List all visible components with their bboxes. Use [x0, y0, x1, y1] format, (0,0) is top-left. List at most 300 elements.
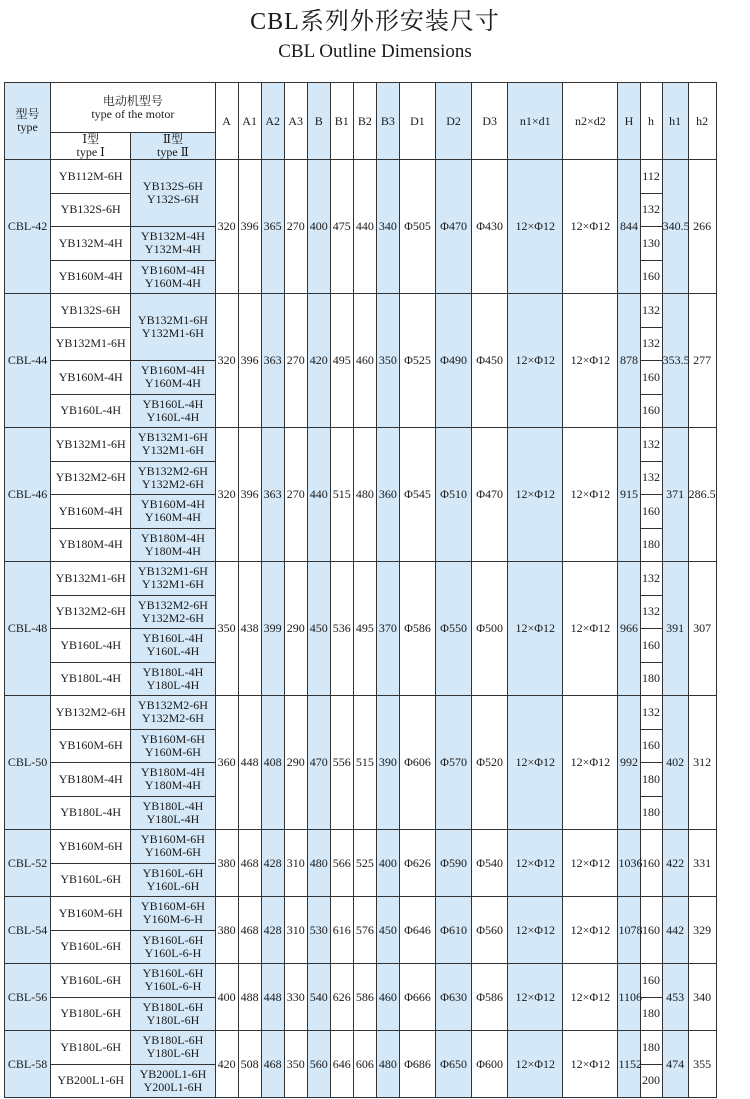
value-d1: Φ545 [399, 428, 435, 562]
motor-type-1-cell: YB200L1-6H [51, 1064, 131, 1098]
motor-type-1-cell: YB132M1-6H [51, 428, 131, 462]
value-b3: 350 [376, 294, 399, 428]
value-a: 350 [215, 562, 238, 696]
model-cell: CBL-46 [5, 428, 51, 562]
motor-type-1-cell: YB132M2-6H [51, 461, 131, 495]
outline-dimensions-table [4, 82, 748, 1098]
value-a2: 363 [261, 428, 284, 562]
value-h: 180 [640, 796, 662, 830]
motor-type-1-cell: YB180L-4H [51, 662, 131, 696]
motor-type-2-yb: YB132M1-6H [137, 564, 208, 579]
motor-type-2-y: Y160M-4H [144, 275, 201, 290]
motor-type-1-cell: YB132M2-6H [51, 696, 131, 730]
motor-type-2-cell [131, 729, 215, 763]
motor-type-2-y: Y160L-6-H [144, 979, 202, 994]
value-h1: 422 [662, 830, 688, 897]
value-a1: 468 [238, 830, 261, 897]
value-b2: 525 [353, 830, 376, 897]
motor-type-2-cell [131, 495, 215, 529]
value-n2d2: 12×Φ12 [563, 294, 618, 428]
header-col-h: H [618, 83, 640, 160]
value-b1: 566 [330, 830, 353, 897]
motor-type-1-cell: YB160L-6H [51, 964, 131, 998]
motor-type-1-cell: YB180M-4H [51, 763, 131, 797]
motor-type-2-yb: YB132M2-6H [137, 698, 208, 713]
value-b1: 536 [330, 562, 353, 696]
header-type [5, 83, 51, 160]
value-a1: 468 [238, 897, 261, 964]
motor-type-2-cell [131, 629, 215, 663]
value-n1d1: 12×Φ12 [508, 964, 563, 1031]
value-h: 132 [640, 193, 662, 227]
motor-type-2-cell [131, 662, 215, 696]
value-d2: Φ610 [436, 897, 472, 964]
motor-type-2-y: Y132S-6H [146, 192, 199, 206]
value-a3: 310 [284, 830, 307, 897]
value-b: 440 [307, 428, 330, 562]
value-a: 420 [215, 1031, 238, 1098]
motor-type-2-y: Y160M-6-H [142, 912, 203, 927]
value-n1d1: 12×Φ12 [508, 562, 563, 696]
value-d1: Φ686 [399, 1031, 435, 1098]
value-d3: Φ430 [472, 160, 508, 294]
header-motor-cn: 电动机型号 [102, 93, 163, 108]
motor-type-1-cell: YB180L-4H [51, 796, 131, 830]
value-n1d1: 12×Φ12 [508, 160, 563, 294]
motor-type-2-cell [131, 930, 215, 964]
header-col-b: B [307, 83, 330, 160]
value-d2: Φ550 [436, 562, 472, 696]
value-n1d1: 12×Φ12 [508, 897, 563, 964]
value-h: 966 [618, 562, 640, 696]
motor-type-2-cell [131, 964, 215, 998]
value-b2: 495 [353, 562, 376, 696]
model-cell: CBL-58 [5, 1031, 51, 1098]
motor-type-2-yb: YB180L-4H [142, 798, 204, 813]
value-d3: Φ600 [472, 1031, 508, 1098]
value-b3: 370 [376, 562, 399, 696]
motor-type-2-cell [131, 897, 215, 931]
value-a3: 270 [284, 160, 307, 294]
header-col-a1: A1 [238, 83, 261, 160]
motor-type-2-yb: YB160L-4H [142, 631, 204, 646]
motor-type-2-cell [131, 595, 215, 629]
header-type-2-en: type Ⅱ [157, 145, 189, 159]
motor-type-2-yb: YB180L-6H [142, 1033, 204, 1048]
value-h1: 371 [662, 428, 688, 562]
value-d2: Φ510 [436, 428, 472, 562]
motor-type-2-cell [131, 227, 215, 261]
motor-type-2-yb: YB160L-4H [142, 396, 204, 411]
value-b1: 475 [330, 160, 353, 294]
motor-type-1-cell: YB112M-6H [51, 160, 131, 194]
motor-type-1-cell: YB160M-6H [51, 830, 131, 864]
motor-type-2-yb: YB132M1-6H [137, 313, 208, 327]
table-row [5, 964, 748, 998]
value-b: 470 [307, 696, 330, 830]
value-a2: 365 [261, 160, 284, 294]
header-col-b1: B1 [330, 83, 353, 160]
value-a3: 270 [284, 294, 307, 428]
value-a2: 468 [261, 1031, 284, 1098]
value-a: 380 [215, 897, 238, 964]
value-h: 200 [640, 1064, 662, 1098]
value-b1: 646 [330, 1031, 353, 1098]
motor-type-2-yb: YB180M-4H [140, 765, 205, 780]
motor-type-2-cell [131, 428, 215, 462]
value-a1: 508 [238, 1031, 261, 1098]
motor-type-2-cell [131, 830, 215, 864]
value-b3: 360 [376, 428, 399, 562]
value-h: 180 [640, 763, 662, 797]
header-col-h1: h1 [662, 83, 688, 160]
motor-type-2-yb: YB132M2-6H [137, 463, 208, 478]
value-h: 160 [640, 629, 662, 663]
value-h: 132 [640, 696, 662, 730]
value-d3: Φ586 [472, 964, 508, 1031]
value-a3: 310 [284, 897, 307, 964]
value-a2: 399 [261, 562, 284, 696]
value-h: 160 [640, 830, 662, 897]
value-h2: 312 [688, 696, 716, 830]
value-a2: 408 [261, 696, 284, 830]
value-b3: 480 [376, 1031, 399, 1098]
motor-type-2-cell [131, 997, 215, 1031]
motor-type-2-y: Y160M-6H [144, 744, 201, 759]
value-b3: 340 [376, 160, 399, 294]
value-h: 160 [640, 260, 662, 294]
value-a2: 448 [261, 964, 284, 1031]
value-b1: 556 [330, 696, 353, 830]
motor-type-2-y: Y180L-6H [146, 1046, 200, 1061]
motor-type-2-yb: YB160L-6H [142, 932, 204, 947]
value-n2d2: 12×Φ12 [563, 830, 618, 897]
value-b3: 390 [376, 696, 399, 830]
motor-type-2-cell [131, 394, 215, 428]
motor-type-2-y: Y180L-4H [146, 677, 200, 692]
motor-type-1-cell: YB132M2-6H [51, 595, 131, 629]
value-h1: 474 [662, 1031, 688, 1098]
value-h: 992 [618, 696, 640, 830]
header-col-d1: D1 [399, 83, 435, 160]
motor-type-2-cell [131, 260, 215, 294]
value-d1: Φ606 [399, 696, 435, 830]
value-h: 132 [640, 294, 662, 328]
value-n2d2: 12×Φ12 [563, 428, 618, 562]
value-h2: 340 [688, 964, 716, 1031]
header-col-b2: B2 [353, 83, 376, 160]
table-row [5, 897, 748, 931]
motor-type-2-cell [131, 361, 215, 395]
value-a: 400 [215, 964, 238, 1031]
motor-type-2-yb: YB160M-6H [140, 731, 205, 746]
value-n2d2: 12×Φ12 [563, 964, 618, 1031]
motor-type-2-y: Y160L-4H [146, 644, 200, 659]
value-d1: Φ525 [399, 294, 435, 428]
header-type-2-cn: Ⅱ型 [162, 132, 184, 146]
value-a: 320 [215, 294, 238, 428]
motor-type-2-cell [131, 562, 215, 596]
value-d2: Φ570 [436, 696, 472, 830]
value-h: 132 [640, 327, 662, 361]
value-b: 480 [307, 830, 330, 897]
value-a1: 438 [238, 562, 261, 696]
motor-type-1-cell: YB180L-6H [51, 997, 131, 1031]
motor-type-1-cell: YB160M-4H [51, 495, 131, 529]
value-h2: 266 [688, 160, 716, 294]
motor-type-2-cell [131, 461, 215, 495]
value-d1: Φ646 [399, 897, 435, 964]
table-row [5, 160, 748, 194]
value-n2d2: 12×Φ12 [563, 897, 618, 964]
motor-type-2-y: Y132M1-6H [141, 577, 204, 592]
header-col-h: h [640, 83, 662, 160]
value-h1: 353.5 [662, 294, 688, 428]
motor-type-2-cell [131, 763, 215, 797]
header-col-n2-d2: n2×d2 [563, 83, 618, 160]
value-h: 1078 [618, 897, 640, 964]
value-h: 132 [640, 595, 662, 629]
value-d1: Φ666 [399, 964, 435, 1031]
motor-type-2-y: Y132M2-6H [141, 610, 204, 625]
motor-type-2-y: Y180L-6H [146, 1012, 200, 1027]
value-n2d2: 12×Φ12 [563, 1031, 618, 1098]
motor-type-2-y: Y160L-6H [146, 878, 200, 893]
motor-type-2-cell [131, 1064, 215, 1098]
value-h: 160 [640, 729, 662, 763]
motor-type-2-cell [131, 160, 215, 227]
header-type-1 [51, 133, 131, 160]
motor-type-2-yb: YB180M-4H [140, 530, 205, 545]
value-b2: 606 [353, 1031, 376, 1098]
motor-type-1-cell: YB160L-4H [51, 394, 131, 428]
motor-type-1-cell: YB160M-6H [51, 729, 131, 763]
value-d1: Φ586 [399, 562, 435, 696]
motor-type-2-y: Y160L-4H [146, 409, 200, 424]
motor-type-2-cell [131, 696, 215, 730]
motor-type-2-y: Y160M-6H [144, 845, 201, 860]
value-a1: 448 [238, 696, 261, 830]
motor-type-1-cell: YB132M1-6H [51, 327, 131, 361]
value-d1: Φ505 [399, 160, 435, 294]
motor-type-1-cell: YB160L-4H [51, 629, 131, 663]
value-h2: 329 [688, 897, 716, 964]
motor-type-2-cell [131, 796, 215, 830]
motor-type-2-yb: YB160M-4H [140, 497, 205, 512]
header-col-d3: D3 [472, 83, 508, 160]
value-d1: Φ626 [399, 830, 435, 897]
value-h2: 286.5 [688, 428, 716, 562]
header-col-a3: A3 [284, 83, 307, 160]
value-b2: 440 [353, 160, 376, 294]
value-h2: 277 [688, 294, 716, 428]
table-row [5, 562, 748, 596]
model-cell: CBL-50 [5, 696, 51, 830]
value-b: 400 [307, 160, 330, 294]
value-h: 1036 [618, 830, 640, 897]
motor-type-2-y: Y132M2-6H [141, 711, 204, 726]
value-a1: 396 [238, 428, 261, 562]
motor-type-2-yb: YB160M-6H [140, 832, 205, 847]
motor-type-1-cell: YB160M-4H [51, 260, 131, 294]
value-a2: 428 [261, 830, 284, 897]
value-d3: Φ560 [472, 897, 508, 964]
value-a1: 488 [238, 964, 261, 1031]
motor-type-1-cell: YB160M-4H [51, 361, 131, 395]
value-d2: Φ490 [436, 294, 472, 428]
value-b: 540 [307, 964, 330, 1031]
motor-type-2-cell [131, 528, 215, 562]
value-b1: 626 [330, 964, 353, 1031]
header-motor-en: type of the motor [91, 106, 175, 121]
value-h: 132 [640, 428, 662, 462]
table-row [5, 830, 748, 864]
motor-type-1-cell: YB180L-6H [51, 1031, 131, 1065]
value-b2: 480 [353, 428, 376, 562]
value-h1: 442 [662, 897, 688, 964]
value-h: 160 [640, 495, 662, 529]
value-h: 132 [640, 461, 662, 495]
value-b: 530 [307, 897, 330, 964]
value-a2: 363 [261, 294, 284, 428]
header-col-h2: h2 [688, 83, 716, 160]
value-d3: Φ500 [472, 562, 508, 696]
model-cell: CBL-52 [5, 830, 51, 897]
value-a3: 290 [284, 696, 307, 830]
motor-type-2-y: Y160M-4H [144, 510, 201, 525]
value-n1d1: 12×Φ12 [508, 1031, 563, 1098]
value-h: 130 [640, 227, 662, 261]
value-d3: Φ520 [472, 696, 508, 830]
value-h: 1152 [618, 1031, 640, 1098]
table-row [5, 294, 748, 328]
motor-type-1-cell: YB160M-6H [51, 897, 131, 931]
value-b2: 460 [353, 294, 376, 428]
motor-type-1-cell: YB160L-6H [51, 863, 131, 897]
value-h1: 391 [662, 562, 688, 696]
motor-type-2-yb: YB160L-6H [142, 865, 204, 880]
header-type-2 [131, 133, 215, 160]
value-b1: 616 [330, 897, 353, 964]
motor-type-2-yb: YB132M2-6H [137, 597, 208, 612]
value-h1: 340.5 [662, 160, 688, 294]
motor-type-2-y: Y180M-4H [144, 778, 201, 793]
value-h1: 453 [662, 964, 688, 1031]
motor-type-2-yb: YB132M1-6H [137, 430, 208, 445]
value-b3: 460 [376, 964, 399, 1031]
motor-type-2-y: Y180L-4H [146, 811, 200, 826]
value-d2: Φ630 [436, 964, 472, 1031]
value-n2d2: 12×Φ12 [563, 696, 618, 830]
motor-type-1-cell: YB132S-6H [51, 294, 131, 328]
model-cell: CBL-44 [5, 294, 51, 428]
motor-type-2-cell [131, 1031, 215, 1065]
value-h: 1106 [618, 964, 640, 1031]
value-a: 320 [215, 428, 238, 562]
value-a: 380 [215, 830, 238, 897]
value-d3: Φ470 [472, 428, 508, 562]
value-b1: 495 [330, 294, 353, 428]
header-col-d2: D2 [436, 83, 472, 160]
value-b3: 400 [376, 830, 399, 897]
value-h: 112 [640, 160, 662, 194]
motor-type-2-yb: YB200L1-6H [139, 1066, 207, 1081]
motor-type-2-yb: YB180L-4H [142, 664, 204, 679]
value-n1d1: 12×Φ12 [508, 830, 563, 897]
value-h2: 355 [688, 1031, 716, 1098]
value-h: 180 [640, 662, 662, 696]
model-cell: CBL-42 [5, 160, 51, 294]
value-b: 560 [307, 1031, 330, 1098]
value-n1d1: 12×Φ12 [508, 428, 563, 562]
motor-type-2-y: Y160L-6-H [144, 945, 202, 960]
value-h: 180 [640, 997, 662, 1031]
value-a1: 396 [238, 294, 261, 428]
motor-type-2-yb: YB160M-6H [140, 899, 205, 914]
motor-type-1-cell: YB132M1-6H [51, 562, 131, 596]
motor-type-1-cell: YB160L-6H [51, 930, 131, 964]
value-a: 320 [215, 160, 238, 294]
motor-type-2-cell [131, 294, 215, 361]
value-b2: 515 [353, 696, 376, 830]
model-cell: CBL-54 [5, 897, 51, 964]
motor-type-2-y: Y132M1-6H [141, 443, 204, 458]
value-a3: 350 [284, 1031, 307, 1098]
value-h: 180 [640, 528, 662, 562]
value-d3: Φ540 [472, 830, 508, 897]
motor-type-2-y: Y160M-4H [144, 376, 201, 391]
table-row [5, 428, 748, 462]
value-a: 360 [215, 696, 238, 830]
value-h: 160 [640, 897, 662, 964]
value-n2d2: 12×Φ12 [563, 160, 618, 294]
header-type-en: type [17, 120, 38, 134]
model-cell: CBL-48 [5, 562, 51, 696]
motor-type-2-cell [131, 863, 215, 897]
value-a3: 290 [284, 562, 307, 696]
header-type-1-en: type Ⅰ [76, 145, 105, 159]
value-h: 132 [640, 562, 662, 596]
value-h: 180 [640, 1031, 662, 1065]
motor-type-2-yb: YB180L-6H [142, 999, 204, 1014]
value-h: 878 [618, 294, 640, 428]
header-col-a2: A2 [261, 83, 284, 160]
value-a3: 270 [284, 428, 307, 562]
value-h1: 402 [662, 696, 688, 830]
value-d2: Φ470 [436, 160, 472, 294]
value-a3: 330 [284, 964, 307, 1031]
motor-type-2-y: Y200L1-6H [143, 1079, 203, 1094]
header-type-1-cn: Ⅰ型 [82, 132, 100, 146]
value-a2: 428 [261, 897, 284, 964]
value-h: 160 [640, 964, 662, 998]
value-b1: 515 [330, 428, 353, 562]
model-cell: CBL-56 [5, 964, 51, 1031]
value-h: 915 [618, 428, 640, 562]
value-n2d2: 12×Φ12 [563, 562, 618, 696]
motor-type-2-y: Y132M1-6H [141, 326, 204, 340]
motor-type-2-y: Y132M2-6H [141, 476, 204, 491]
value-b3: 450 [376, 897, 399, 964]
page-title-english: CBL Outline Dimensions [278, 41, 472, 62]
value-b: 420 [307, 294, 330, 428]
motor-type-1-cell: YB180M-4H [51, 528, 131, 562]
motor-type-2-yb: YB160M-4H [140, 363, 205, 378]
motor-type-2-yb: YB132M-4H [140, 229, 205, 244]
value-n1d1: 12×Φ12 [508, 696, 563, 830]
motor-type-2-yb: YB160L-6H [142, 966, 204, 981]
motor-type-2-yb: YB160M-4H [140, 262, 205, 277]
